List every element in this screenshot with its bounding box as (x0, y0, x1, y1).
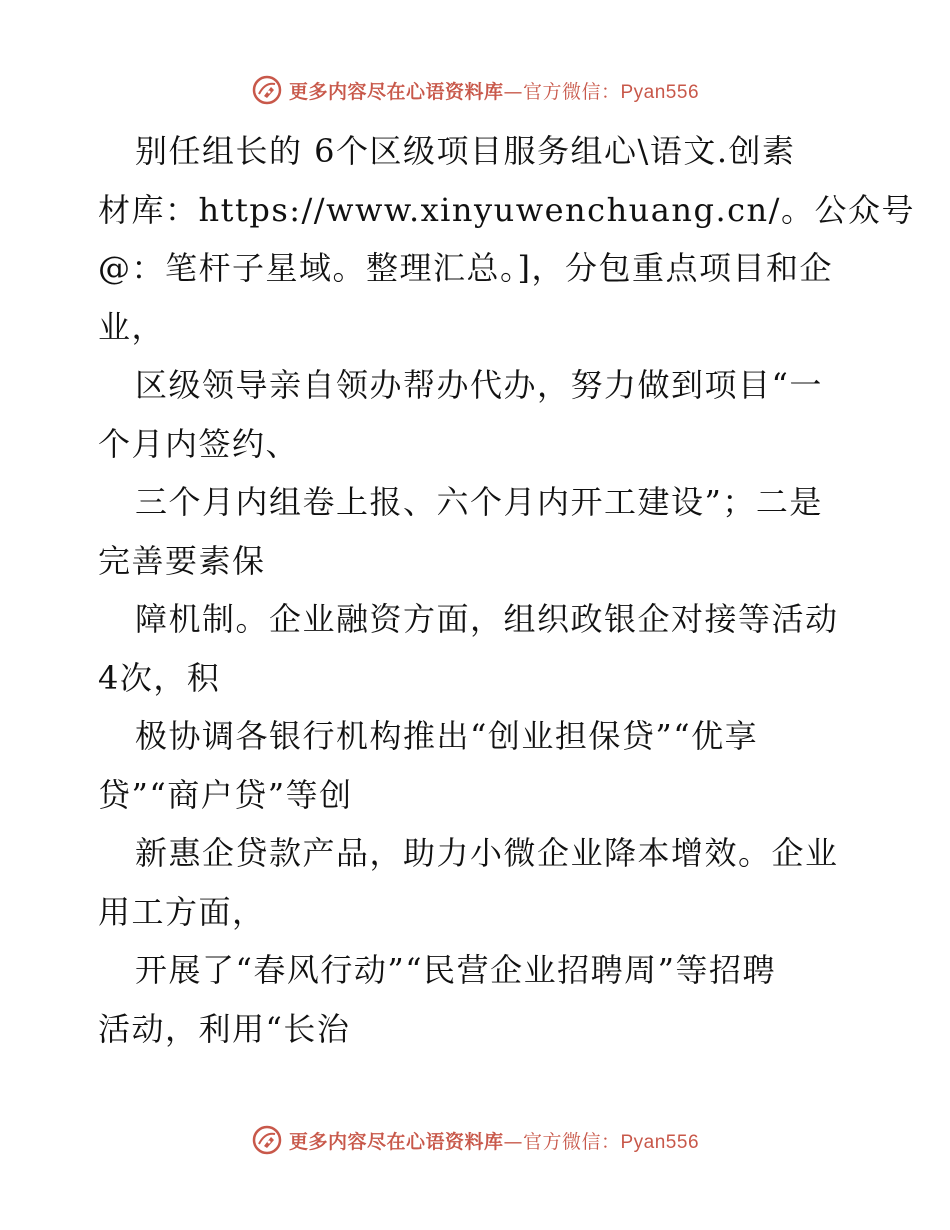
text-line: 新惠企贷款产品，助力小微企业降本增效。企业 (135, 834, 839, 872)
text-line: @：笔杆子星域。整理汇总。]，分包重点项目和企 (98, 249, 833, 287)
pen-nib-swirl-icon (251, 74, 283, 106)
text-line: 三个月内组卷上报、六个月内开工建设”；二是 (135, 483, 823, 521)
text-line: 贷”“商户贷”等创 (98, 775, 353, 814)
text-line: 材库：https://www.xinyuwenchuang.cn/。公众号 (98, 190, 915, 229)
text-line: 障机制。企业融资方面，组织政银企对接等活动 (135, 600, 839, 638)
watermark-dash: — (503, 1130, 523, 1153)
text-line: 用工方面， (98, 892, 266, 931)
watermark-brand: 更多内容尽在心语资料库 (288, 1130, 504, 1153)
text-line: 极协调各银行机构推出“创业担保贷”“优享 (135, 717, 759, 755)
watermark-brand: 更多内容尽在心语资料库 (288, 80, 504, 103)
footer-watermark (0, 1120, 950, 1160)
text-line: 4次，积 (98, 658, 221, 697)
text-line: 开展了“春风行动”“民营企业招聘周”等招聘 (135, 951, 776, 989)
text-line: 活动，利用“长治 (98, 1009, 351, 1048)
pen-nib-swirl-icon (251, 1124, 283, 1156)
watermark-official-label: 官方微信： (522, 1130, 621, 1153)
text-line: 完善要素保 (98, 541, 266, 580)
header-watermark (0, 70, 950, 110)
text-line: 业， (98, 307, 166, 346)
watermark-dash: — (503, 80, 523, 103)
watermark-official-label: 官方微信： (522, 80, 621, 103)
text-line: 区级领导亲自领办帮办代办，努力做到项目“一 (135, 366, 823, 404)
text-line: 个月内签约、 (98, 424, 300, 463)
watermark-wechat-id: Pyan556 (620, 1131, 700, 1153)
document-body (98, 122, 915, 1058)
text-line: 别任组长的 6个区级项目服务组心\语文.创素 (135, 132, 796, 170)
watermark-wechat-id: Pyan556 (620, 81, 700, 103)
